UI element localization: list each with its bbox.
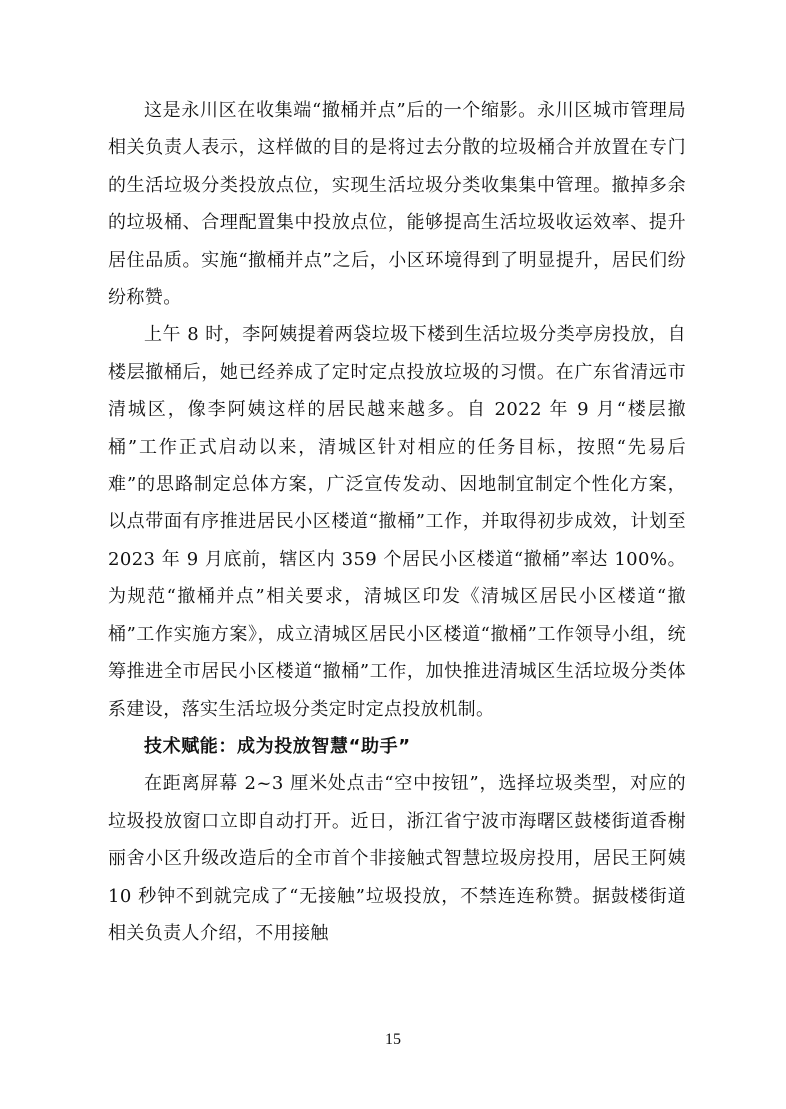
article-body (108, 92, 686, 952)
paragraph-yongchuan: 这是永川区在收集端“撤桶并点”后的一个缩影。永川区城市管理局相关负责人表示，这样做的目的是将过去分散的垃圾桶合并放置在专门的生活垃圾分类投放点位，实现生活垃圾分类收集集中管理。撤掉多余的垃圾桶、合理配置集中投放点位，能够提高生活垃圾收运效率、提升居住品质。实施“撤桶并点”之后，小区环境得到了明显提升，居民们纷纷称赞。 (108, 100, 686, 309)
paragraph-ningbo: 在距离屏幕 2~3 厘米处点击“空中按钮”，选择垃圾类型，对应的垃圾投放窗口立即自动打开。近日，浙江省宁波市海曙区鼓楼街道香榭丽舍小区升级改造后的全市首个非接触式智慧垃圾房投用，居民王阿姨 10 秒钟不到就完成了“无接触”垃圾投放，不禁连连称赞。据鼓楼街道相关负责人介绍，不用接触 (108, 773, 686, 944)
paragraph-qingcheng: 上午 8 时，李阿姨提着两袋垃圾下楼到生活垃圾分类亭房投放，自楼层撤桶后，她已经养成了定时定点投放垃圾的习惯。在广东省清远市清城区，像李阿姨这样的居民越来越多。自 2022 年 9 月“楼层撤桶”工作正式启动以来，清城区针对相应的任务目标，按照“先易后难”的思路制定总体方案，广泛宣传发动、因地制宜制定个性化方案，以点带面有序推进居民小区楼道“撤桶”工作，并取得初步成效，计划至 2023 年 9 月底前，辖区内 359 个居民小区楼道“撤桶”率达 100%。为规范“撤桶并点”相关要求，清城区印发《清城区居民小区楼道“撤桶”工作实施方案》，成立清城区居民小区楼道“撤桶”工作领导小组，统筹推进全市居民小区楼道“撤桶”工作，加快推进清城区生活垃圾分类体系建设，落实生活垃圾分类定时定点投放机制。 (108, 324, 686, 720)
page-number: 15 (385, 1031, 401, 1048)
section-heading: 技术赋能：成为投放智慧“助手” (144, 735, 411, 757)
